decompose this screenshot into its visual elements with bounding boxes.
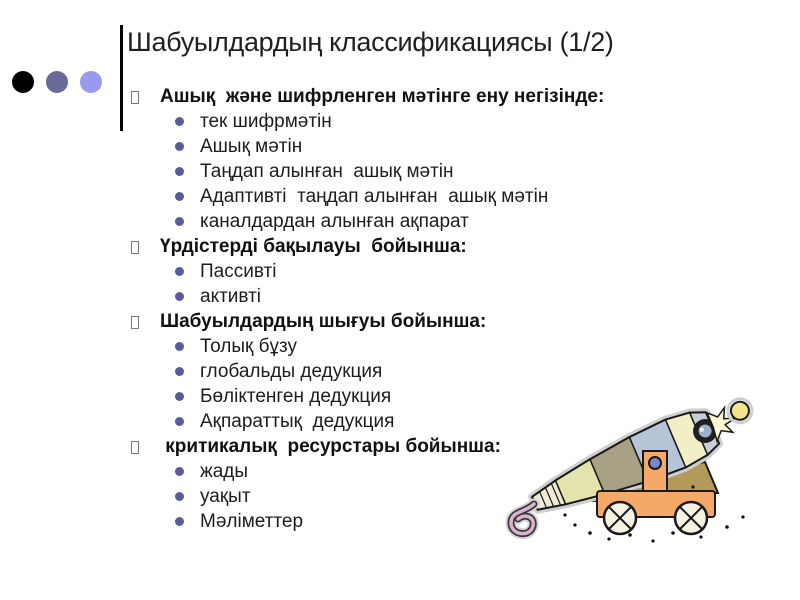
- bullet-text: тек шифрмәтін: [200, 111, 332, 132]
- bullet-item: [128, 209, 693, 234]
- dot-bullet-icon: [175, 342, 184, 351]
- bullet-text: Ашық мәтін: [200, 136, 303, 157]
- dot-bullet-icon: [175, 167, 184, 176]
- bullet-item: [128, 159, 693, 184]
- dot-bullet-icon: [175, 417, 184, 426]
- dot-bullet-icon: [175, 467, 184, 476]
- bullet-text: глобальды дедукция: [200, 361, 383, 382]
- bullet-header: [128, 309, 693, 334]
- corner-dots: [12, 71, 102, 93]
- corner-dot-slate: [46, 71, 68, 93]
- square-bullet-icon: [131, 241, 139, 254]
- dot-bullet-icon: [175, 192, 184, 201]
- dot-bullet-icon: [175, 142, 184, 151]
- bullet-header: [128, 84, 693, 109]
- dot-bullet-icon: [175, 292, 184, 301]
- fuse-icon: [511, 504, 534, 534]
- square-bullet-icon: [131, 441, 139, 454]
- bullet-text: жады: [200, 461, 249, 482]
- bullet-item: [128, 334, 693, 359]
- bullet-text: Шабуылдардың шығуы бойынша:: [160, 311, 487, 332]
- dot-bullet-icon: [175, 392, 184, 401]
- bullet-text: Пассивті: [200, 261, 277, 282]
- bullet-item: [128, 259, 693, 284]
- square-bullet-icon: [131, 91, 139, 104]
- corner-dot-lavender: [80, 71, 102, 93]
- bullet-text: Толық бұзу: [200, 336, 297, 357]
- bullet-text: уақыт: [200, 486, 251, 507]
- dot-bullet-icon: [175, 217, 184, 226]
- dot-bullet-icon: [175, 267, 184, 276]
- title-divider: [120, 25, 123, 131]
- bullet-item: [128, 109, 693, 134]
- dot-bullet-icon: [175, 117, 184, 126]
- bullet-text: критикалық ресурстары бойынша:: [160, 436, 501, 457]
- bullet-item: [128, 284, 693, 309]
- dot-bullet-icon: [175, 492, 184, 501]
- bullet-text: Адаптивті таңдап алынған ашық мәтін: [200, 186, 549, 207]
- bullet-text: активті: [200, 286, 262, 307]
- bullet-text: каналдардан алынған ақпарат: [200, 211, 469, 232]
- bullet-item: [128, 134, 693, 159]
- cannon-clipart: [505, 365, 775, 545]
- bullet-text: Мәліметтер: [200, 511, 304, 532]
- corner-dot-black: [12, 71, 34, 93]
- bullet-header: [128, 234, 693, 259]
- bullet-text: Ақпараттық дедукция: [200, 411, 395, 432]
- page-title: Шабуылдардың классификациясы (1/2): [127, 27, 614, 57]
- dot-bullet-icon: [175, 367, 184, 376]
- bullet-text: Бөліктенген дедукция: [200, 386, 392, 407]
- cart-wheel-left: [604, 502, 636, 534]
- bullet-text: Таңдап алынған ашық мәтін: [200, 161, 454, 182]
- bullet-item: [128, 184, 693, 209]
- bullet-text: Үрдістерді бақылауы бойынша:: [160, 236, 467, 257]
- bullet-text: Ашық және шифрленген мәтінге ену негізінде:: [160, 86, 605, 107]
- rivet-icon: [649, 457, 661, 469]
- dot-bullet-icon: [175, 517, 184, 526]
- square-bullet-icon: [131, 316, 139, 329]
- cart-wheel-right: [675, 502, 707, 534]
